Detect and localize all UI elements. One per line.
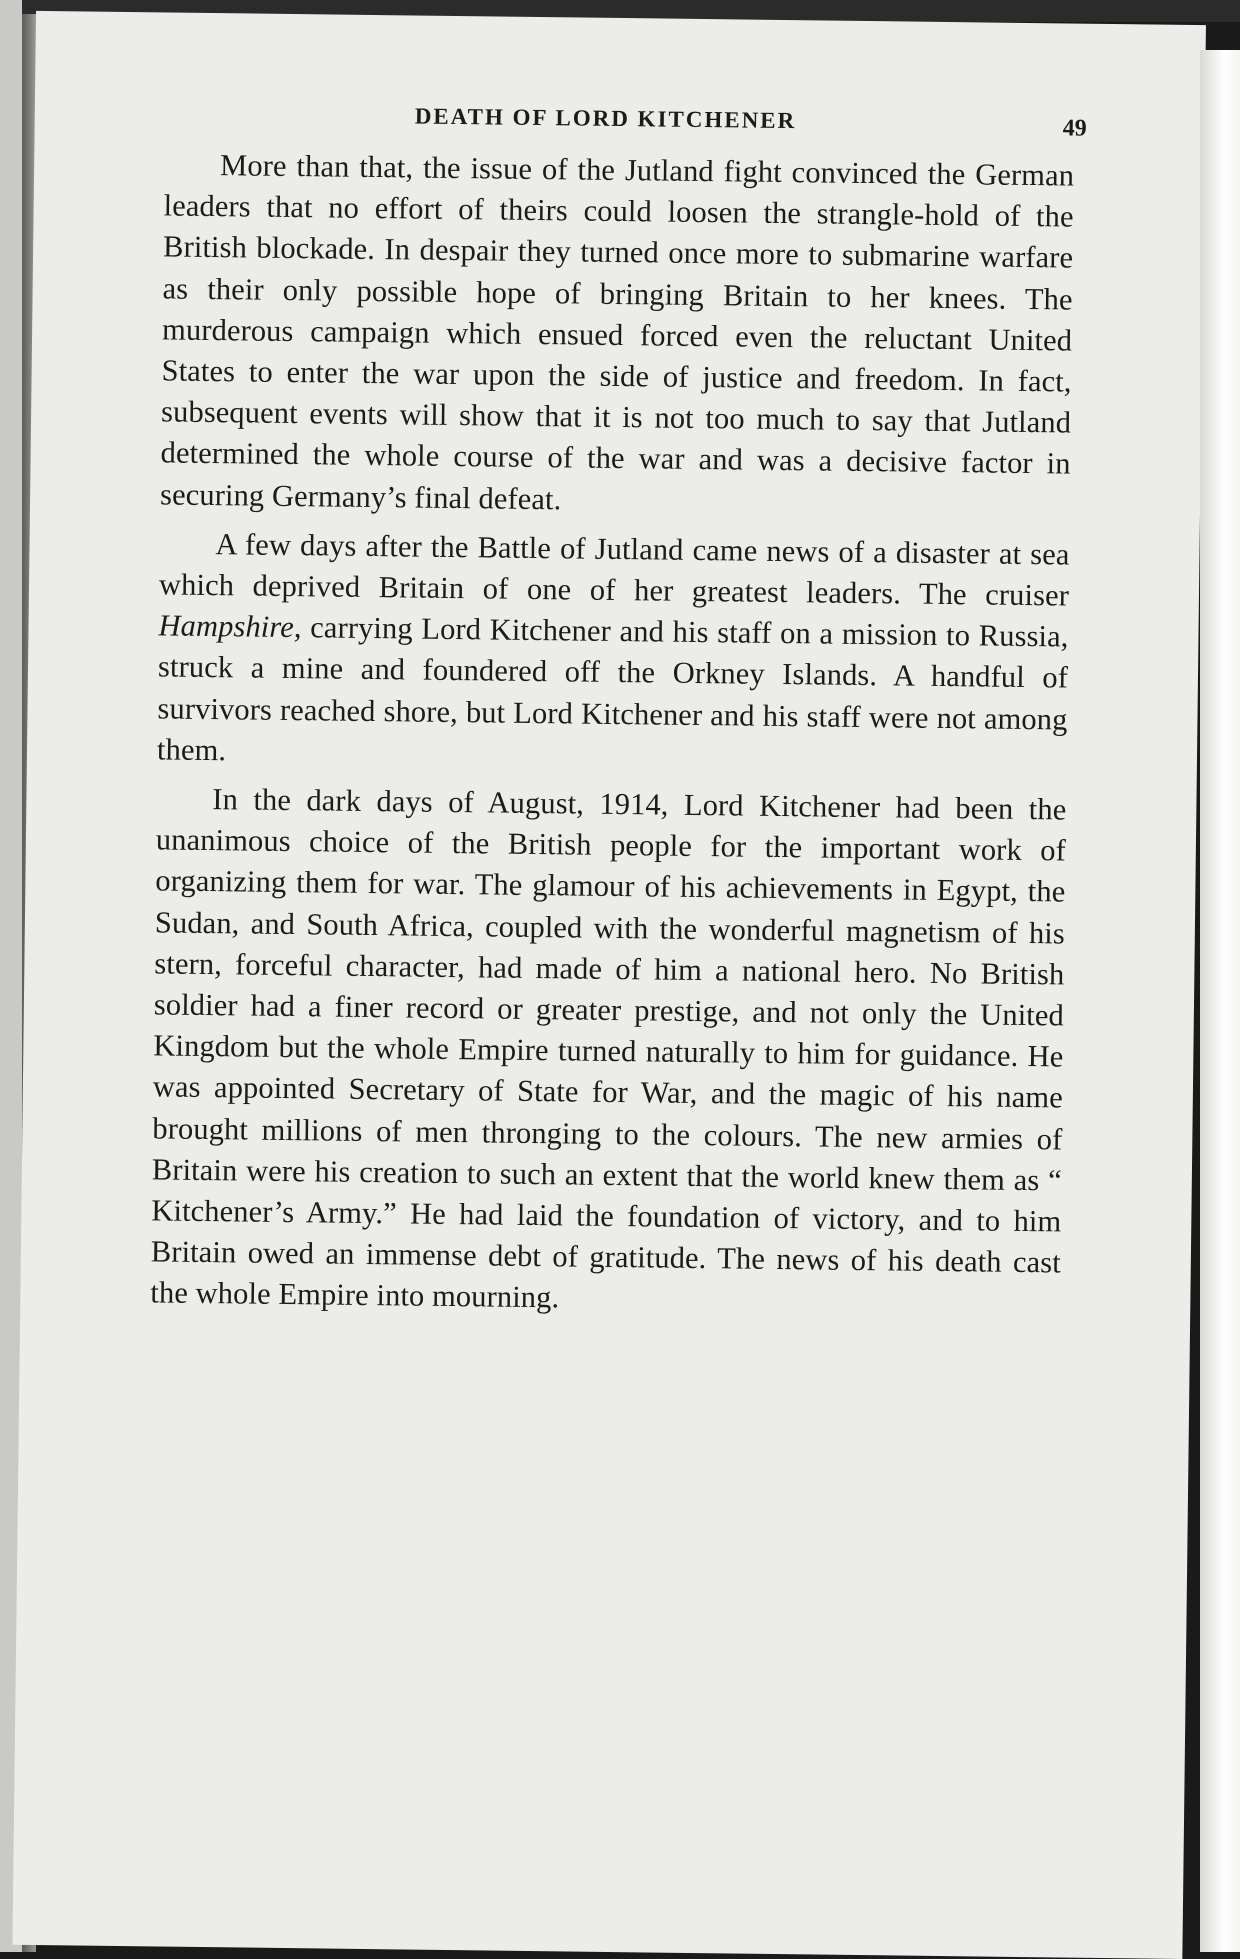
paragraph-text: A few days after the Battle of Jutland came news of a disaster at sea which deprived Britain of one of her greatest leaders. The cruiser [158,526,1070,613]
ship-name: Hampshire, [158,608,302,645]
paragraph-hampshire-disaster [157,523,1070,781]
page-right-edge [1200,50,1240,1952]
book-page [12,11,1206,1959]
running-head [165,86,1087,142]
chapter-title: DEATH OF LORD KITCHENER [414,103,797,134]
paragraph-kitchener-legacy: In the dark days of August, 1914, Lord Kitchener had been the unanimous choice of the British people for the important work of organizing them for war. The glamour of his achievements in Egypt, the Sudan, and South Africa, coupled with the wonderful magnetism of his stern, forceful character, had made of him a national hero. No British soldier had a finer record or greater prestige, and not only the United Kingdom but the whole Empire turned naturally to him for guidance. He was appointed Secretary of State for War, and the magic of his name brought millions of men thronging to the colours. The new armies of Britain were his creation to such an extent that the world knew them as “ Kitchener’s Army.” He had laid the foundation of victory, and to him Britain owed an immense debt of gratitude. The news of his death cast the whole Empire into mourning. [150,782,1067,1315]
paragraph-text: carrying Lord Kitchener and his staff on a mission to Russia, struck a mine and foundered off the Orkney Islands. A handful of survivors reached shore, but Lord Kitchener and his staff were not among them. [156,610,1069,768]
page-number: 49 [1062,115,1087,142]
body-text [150,144,1074,1333]
paragraph-jutland-outcome: More than that, the issue of the Jutland fight convinced the German leaders that no effort of theirs could loosen the strangle-hold of the British blockade. In despair they turned once more to submarine warfare as their only possible hope of bringing Britain to her knees. The murderous campaign which ensued forced even the reluctant United States to enter the war upon the side of justice and freedom. In fact, subsequent events will show that it is not too much to say that Jutland determined the whole course of the war and was a decisive factor in securing Germany’s final defeat. [159,148,1075,516]
